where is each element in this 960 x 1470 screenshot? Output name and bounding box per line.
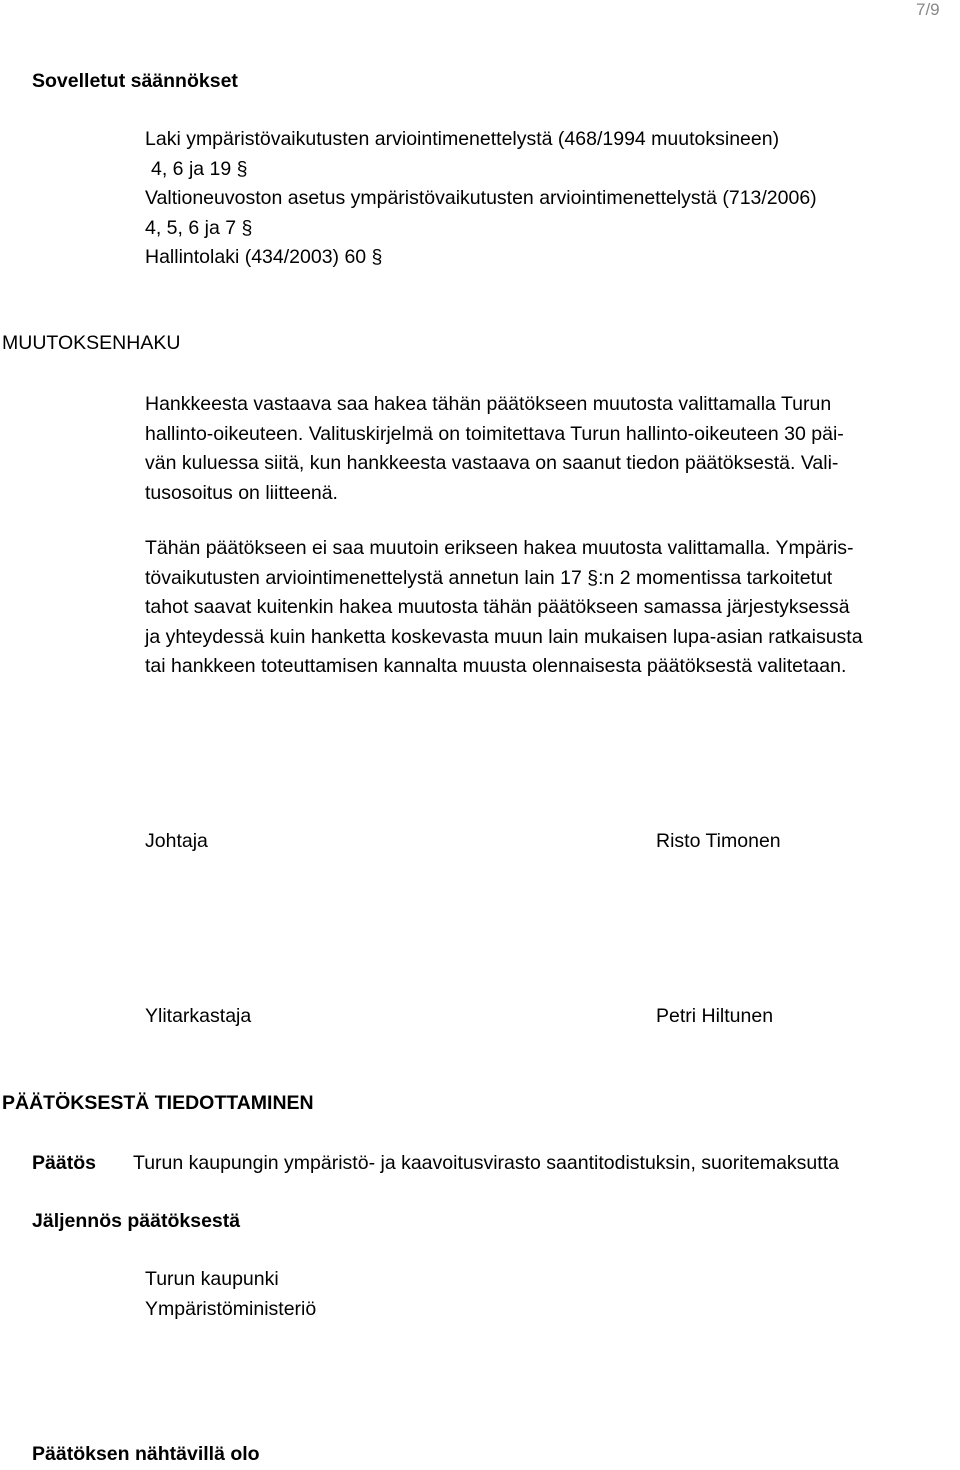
signature-title: Ylitarkastaja xyxy=(145,1005,252,1027)
appeal-heading: MUUTOKSENHAKU xyxy=(2,332,181,354)
provision-line: Hallintolaki (434/2003) 60 § xyxy=(145,246,383,268)
notification-heading: PÄÄTÖKSESTÄ TIEDOTTAMINEN xyxy=(2,1092,314,1114)
paragraph-line: tahot saavat kuitenkin hakea muutosta tähän päätökseen samassa järjestyksessä xyxy=(145,596,850,618)
copy-heading: Jäljennös päätöksestä xyxy=(32,1210,241,1232)
page-number: 7/9 xyxy=(916,0,940,19)
appeal-paragraph-2 xyxy=(145,534,960,682)
paragraph-line: vän kuluessa siitä, kun hankkeesta vastaava on saanut tiedon päätöksestä. Vali- xyxy=(145,452,839,474)
paragraph-line: tai hankkeen toteuttamisen kannalta muusta olennaisesta päätöksestä valitetaan. xyxy=(145,655,847,677)
display-heading: Päätöksen nähtävillä olo xyxy=(32,1443,260,1465)
provision-line: 4, 5, 6 ja 7 § xyxy=(145,216,253,239)
provision-line: 4, 6 ja 19 § xyxy=(151,157,248,180)
paragraph-line: tövaikutusten arviointimenettelystä annetun lain 17 §:n 2 momentissa tarkoitetut xyxy=(145,566,833,589)
applied-provisions-heading: Sovelletut säännökset xyxy=(32,70,238,92)
recipient: Ympäristöministeriö xyxy=(145,1297,317,1320)
appeal-paragraph-1 xyxy=(145,390,960,508)
paragraph-line: Tähän päätökseen ei saa muutoin erikseen hakea muutosta valittamalla. Ympäris- xyxy=(145,537,854,559)
paragraph-line: hallinto-oikeuteen. Valituskirjelmä on toimitettava Turun hallinto-oikeuteen 30 päi- xyxy=(145,422,844,445)
signature-title: Johtaja xyxy=(145,830,208,852)
paragraph-line: Hankkeesta vastaava saa hakea tähän päätökseen muutosta valittamalla Turun xyxy=(145,393,832,415)
provision-line: Laki ympäristövaikutusten arviointimenettelystä (468/1994 muutoksineen) xyxy=(145,128,780,150)
provision-line: Valtioneuvoston asetus ympäristövaikutusten arviointimenettelystä (713/2006) xyxy=(145,187,817,209)
recipient: Turun kaupunki xyxy=(145,1268,279,1290)
applied-provisions-list xyxy=(145,125,960,273)
decision-text: Turun kaupungin ympäristö- ja kaavoitusvirasto saantitodistuksin, suoritemaksutta xyxy=(133,1152,839,1174)
paragraph-line: tusosoitus on liitteenä. xyxy=(145,481,338,504)
paragraph-line: ja yhteydessä kuin hanketta koskevasta muun lain mukaisen lupa-asian ratkaisusta xyxy=(145,625,863,648)
signature-name: Risto Timonen xyxy=(656,830,781,852)
signature-name: Petri Hiltunen xyxy=(656,1005,774,1027)
decision-label: Päätös xyxy=(32,1152,96,1174)
copy-recipients xyxy=(145,1265,960,1324)
